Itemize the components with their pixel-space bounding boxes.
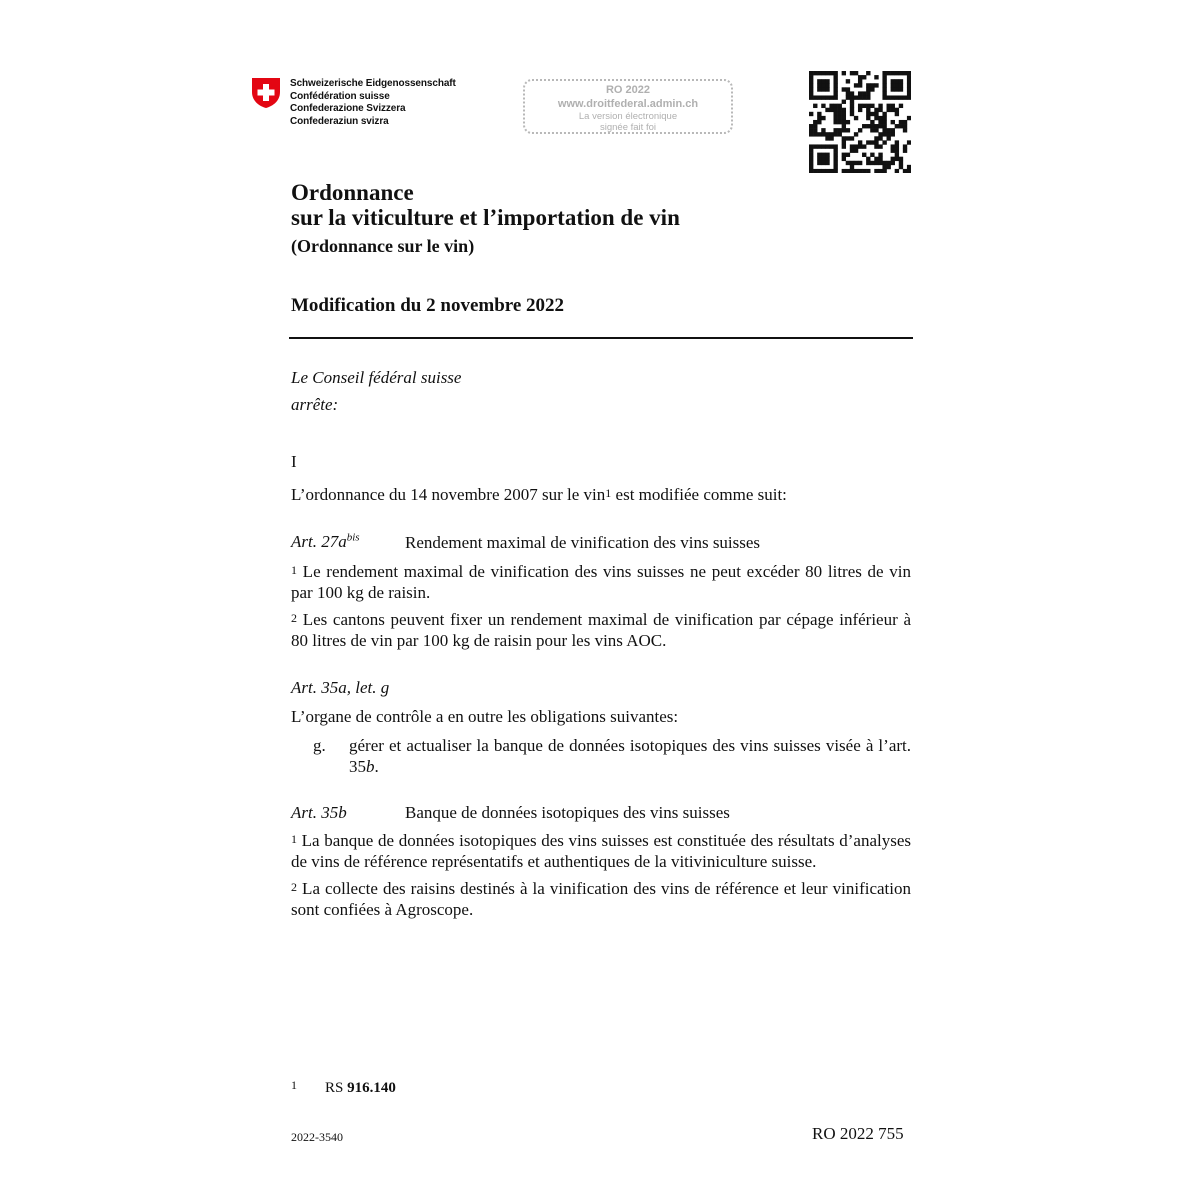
title-line-2: sur la viticulture et l’importation de vin	[291, 205, 680, 230]
title-line-1: Ordonnance	[291, 180, 414, 205]
stamp-line-3: La version électronique	[578, 111, 678, 122]
section-numeral: I	[291, 452, 297, 471]
section-intro-text-end: est modifiée comme suit:	[611, 485, 787, 504]
qr-code-icon	[809, 71, 911, 173]
confederation-name-rm: Confederaziun svizra	[290, 115, 389, 127]
article-label: Art. 27a	[291, 532, 347, 551]
footnote-rs-number: 916.140	[347, 1080, 396, 1096]
title-divider	[289, 337, 913, 339]
confederation-name-it: Confederazione Svizzera	[290, 103, 406, 114]
article-paragraph	[291, 830, 911, 872]
paragraph-text: Le rendement maximal de vinification des vins suisses ne peut excéder 80 litres de vin par 100 kg de raisin.	[291, 562, 911, 602]
section-intro-text: L’ordonnance du 14 novembre 2007 sur le vin	[291, 485, 606, 504]
article-paragraph	[291, 878, 911, 920]
article-title: Rendement maximal de vinification des vins suisses	[405, 533, 761, 552]
article-35b-heading: Art. 35b	[291, 803, 347, 822]
paragraph-text: La banque de données isotopiques des vins suisses est constituée des résultats d’analyses de vins de référence représentatifs et authentiques de la vitiviniculture suisse.	[291, 831, 911, 871]
confederation-name-de: Schweizerische Eidgenossenschaft	[290, 78, 456, 89]
official-compilation-reference: RO 2022 755	[812, 1124, 904, 1143]
modification-date: Modification du 2 novembre 2022	[291, 295, 565, 316]
list-item-text: gérer et actualiser la banque de données isotopiques des vins suisses visée à l’art. 35	[349, 736, 911, 776]
article-paragraph	[291, 561, 911, 603]
paragraph-text: Les cantons peuvent fixer un rendement maximal de vinification par cépage inférieur à 80 litres de vin par 100 kg de raisin pour les vins AOC.	[291, 610, 911, 650]
short-title: (Ordonnance sur le vin)	[291, 236, 475, 256]
article-intro: L’organe de contrôle a en outre les obligations suivantes:	[291, 707, 679, 726]
confederation-name-fr: Confédération suisse	[290, 90, 390, 102]
section-intro	[291, 484, 787, 505]
paragraph-number: 1	[291, 832, 297, 846]
list-item-body	[349, 735, 911, 777]
footnote-prefix: RS	[325, 1080, 348, 1096]
article-27abis-heading	[291, 532, 360, 552]
swiss-coat-of-arms-icon	[251, 77, 281, 109]
list-item-letter: g.	[313, 736, 326, 755]
stamp-line-4: signée fait foi	[600, 122, 656, 133]
list-item-text-end: .	[374, 757, 379, 776]
electronic-version-stamp	[523, 79, 733, 134]
preamble-decree: arrête:	[291, 395, 339, 414]
stamp-line-1: RO 2022	[605, 84, 651, 96]
document-number: 2022-3540	[291, 1130, 343, 1144]
footnote-marker: 1	[605, 486, 612, 500]
footnote-number: 1	[291, 1078, 297, 1092]
paragraph-number: 2	[291, 880, 297, 894]
paragraph-number: 2	[291, 611, 297, 625]
list-item	[313, 735, 911, 777]
document-title	[291, 180, 680, 230]
preamble-authority: Le Conseil fédéral suisse	[291, 368, 462, 387]
confederation-names	[290, 78, 456, 128]
article-label-sup: bis	[346, 531, 360, 544]
article-title: Banque de données isotopiques des vins suisses	[405, 803, 730, 822]
stamp-line-2: www.droitfederal.admin.ch	[557, 98, 699, 110]
article-paragraph	[291, 609, 911, 651]
footnote-reference	[325, 1080, 396, 1097]
list-item-text-ital: b	[366, 757, 375, 776]
paragraph-text: La collecte des raisins destinés à la vinification des vins de référence et leur vinification sont confiées à Agroscope.	[291, 879, 911, 919]
article-35a-heading: Art. 35a, let. g	[291, 678, 390, 697]
paragraph-number: 1	[291, 563, 297, 577]
